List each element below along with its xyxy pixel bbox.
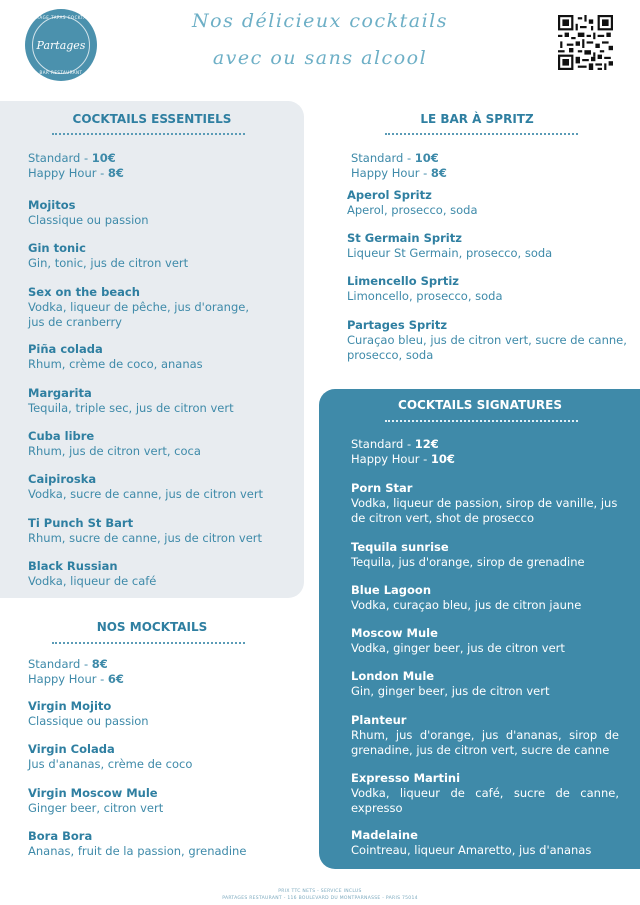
- item-name: Cuba libre: [28, 429, 95, 443]
- mocktails-prices: [28, 657, 124, 687]
- happy-hour-price: 6€: [107, 672, 124, 686]
- spritz-divider: [385, 133, 578, 135]
- item-name: Blue Lagoon: [351, 583, 432, 597]
- essentiels-prices: [28, 151, 124, 181]
- mocktails-title: NOS MOCKTAILS: [96, 620, 208, 634]
- item-desc: Vodka, liqueur de passion, sirop de vanille, jus de citron vert, shot de prosecco: [351, 496, 618, 525]
- item-name: London Mule: [351, 669, 435, 683]
- happy-hour-label: Happy Hour -: [28, 672, 108, 686]
- list-item: [351, 828, 619, 858]
- standard-label: Standard -: [28, 151, 92, 165]
- item-desc: Ginger beer, citron vert: [28, 801, 164, 815]
- list-item: [28, 516, 298, 546]
- happy-hour-price: 10€: [430, 452, 455, 466]
- standard-price: 12€: [414, 437, 439, 451]
- list-item: [28, 429, 288, 459]
- item-name: Aperol Spritz: [347, 188, 432, 202]
- happy-hour-label: Happy Hour -: [351, 166, 431, 180]
- spritz-prices: [351, 151, 447, 181]
- happy-hour-price: 8€: [107, 166, 124, 180]
- list-item: [351, 540, 619, 570]
- item-desc: Aperol, prosecco, soda: [347, 203, 478, 217]
- list-item: [28, 829, 298, 859]
- item-desc: Rhum, jus de citron vert, coca: [28, 444, 201, 458]
- item-name: St Germain Spritz: [347, 231, 462, 245]
- item-name: Caipiroska: [28, 472, 97, 486]
- signatures-prices: [351, 437, 455, 467]
- footer-line1: PRIX TTC NETS - SERVICE INCLUS: [278, 889, 362, 894]
- list-item: [347, 318, 629, 363]
- item-desc: Tequila, triple sec, jus de citron vert: [28, 401, 234, 415]
- list-item: [351, 481, 619, 526]
- logo: [25, 9, 97, 81]
- item-desc: Classique ou passion: [28, 714, 149, 728]
- list-item: [28, 786, 288, 816]
- item-desc: Ananas, fruit de la passion, grenadine: [28, 844, 247, 858]
- list-item: [28, 559, 288, 589]
- item-name: Tequila sunrise: [351, 540, 449, 554]
- item-name: Madelaine: [351, 828, 418, 842]
- item-name: Ti Punch St Bart: [28, 516, 134, 530]
- standard-price: 10€: [91, 151, 116, 165]
- item-desc: Rhum, crème de coco, ananas: [28, 357, 203, 371]
- list-item: [28, 386, 288, 416]
- happy-hour-label: Happy Hour -: [28, 166, 108, 180]
- item-desc: Vodka, liqueur de café: [28, 574, 157, 588]
- standard-label: Standard -: [28, 657, 92, 671]
- happy-hour-price: 8€: [430, 166, 447, 180]
- item-name: Moscow Mule: [351, 626, 438, 640]
- item-desc: Jus d'ananas, crème de coco: [28, 757, 193, 771]
- item-name: Expresso Martini: [351, 771, 461, 785]
- item-name: Virgin Moscow Mule: [28, 786, 158, 800]
- list-item: [28, 342, 278, 372]
- essentiels-divider: [52, 133, 245, 135]
- item-desc: Rhum, jus d'orange, jus d'ananas, sirop de grenadine, jus de citron vert, sucre de canne: [351, 728, 619, 757]
- item-name: Planteur: [351, 713, 407, 727]
- happy-hour-label: Happy Hour -: [351, 452, 431, 466]
- item-desc: Rhum, sucre de canne, jus de citron vert: [28, 531, 263, 545]
- essentiels-title: COCKTAILS ESSENTIELS: [72, 112, 232, 126]
- list-item: [347, 274, 627, 304]
- item-desc: Limoncello, prosecco, soda: [347, 289, 503, 303]
- item-name: Bora Bora: [28, 829, 93, 843]
- item-desc: Vodka, liqueur de café, sucre de canne, expresso: [351, 786, 619, 815]
- list-item: [351, 713, 619, 758]
- standard-label: Standard -: [351, 151, 415, 165]
- list-item: [351, 669, 619, 699]
- item-desc: Gin, ginger beer, jus de citron vert: [351, 684, 550, 698]
- list-item: [351, 583, 619, 613]
- list-item: [28, 285, 253, 330]
- spritz-title: LE BAR À SPRITZ: [420, 112, 534, 126]
- item-desc: Vodka, curaçao bleu, jus de citron jaune: [351, 598, 582, 612]
- signatures-title: COCKTAILS SIGNATURES: [398, 398, 562, 412]
- page-title-line2: avec ou sans alcool: [212, 47, 428, 69]
- list-item: [347, 188, 627, 218]
- list-item: [28, 699, 288, 729]
- list-item: [351, 771, 619, 816]
- logo-top-text: PARTAGE TAPAS COCKTAILS: [27, 15, 94, 20]
- qr-code-icon: [558, 15, 613, 70]
- footer-line2: PARTAGES RESTAURANT - 116 BOULEVARD DU MONTPARNASSE - PARIS 75014: [222, 896, 418, 901]
- logo-bottom-text: BAR RESTAURANT: [39, 70, 83, 75]
- item-desc: Vodka, ginger beer, jus de citron vert: [351, 641, 565, 655]
- item-name: Porn Star: [351, 481, 413, 495]
- list-item: [28, 742, 288, 772]
- logo-text: Partages: [32, 16, 90, 74]
- item-desc: Classique ou passion: [28, 213, 149, 227]
- list-item: [28, 472, 298, 502]
- item-name: Black Russian: [28, 559, 118, 573]
- item-name: Piña colada: [28, 342, 103, 356]
- item-name: Mojitos: [28, 198, 76, 212]
- item-name: Sex on the beach: [28, 285, 140, 299]
- item-name: Margarita: [28, 386, 92, 400]
- item-desc: Gin, tonic, jus de citron vert: [28, 256, 189, 270]
- item-desc: Vodka, sucre de canne, jus de citron vert: [28, 487, 264, 501]
- standard-label: Standard -: [351, 437, 415, 451]
- list-item: [28, 241, 278, 271]
- item-desc: Tequila, jus d'orange, sirop de grenadine: [351, 555, 585, 569]
- item-name: Partages Spritz: [347, 318, 448, 332]
- standard-price: 10€: [414, 151, 439, 165]
- item-name: Virgin Mojito: [28, 699, 112, 713]
- mocktails-divider: [52, 642, 245, 644]
- item-desc: Curaçao bleu, jus de citron vert, sucre de canne, prosecco, soda: [347, 333, 627, 362]
- standard-price: 8€: [91, 657, 108, 671]
- signatures-divider: [385, 420, 578, 422]
- page-title-line1: Nos délicieux cocktails: [192, 10, 448, 32]
- item-desc: Vodka, liqueur de pêche, jus d'orange, jus de cranberry: [28, 300, 249, 329]
- item-name: Limencello Sprtiz: [347, 274, 459, 288]
- list-item: [351, 626, 619, 656]
- list-item: [28, 198, 278, 228]
- item-name: Gin tonic: [28, 241, 86, 255]
- item-desc: Liqueur St Germain, prosecco, soda: [347, 246, 553, 260]
- list-item: [347, 231, 627, 261]
- item-name: Virgin Colada: [28, 742, 115, 756]
- item-desc: Cointreau, liqueur Amaretto, jus d'ananas: [351, 843, 592, 857]
